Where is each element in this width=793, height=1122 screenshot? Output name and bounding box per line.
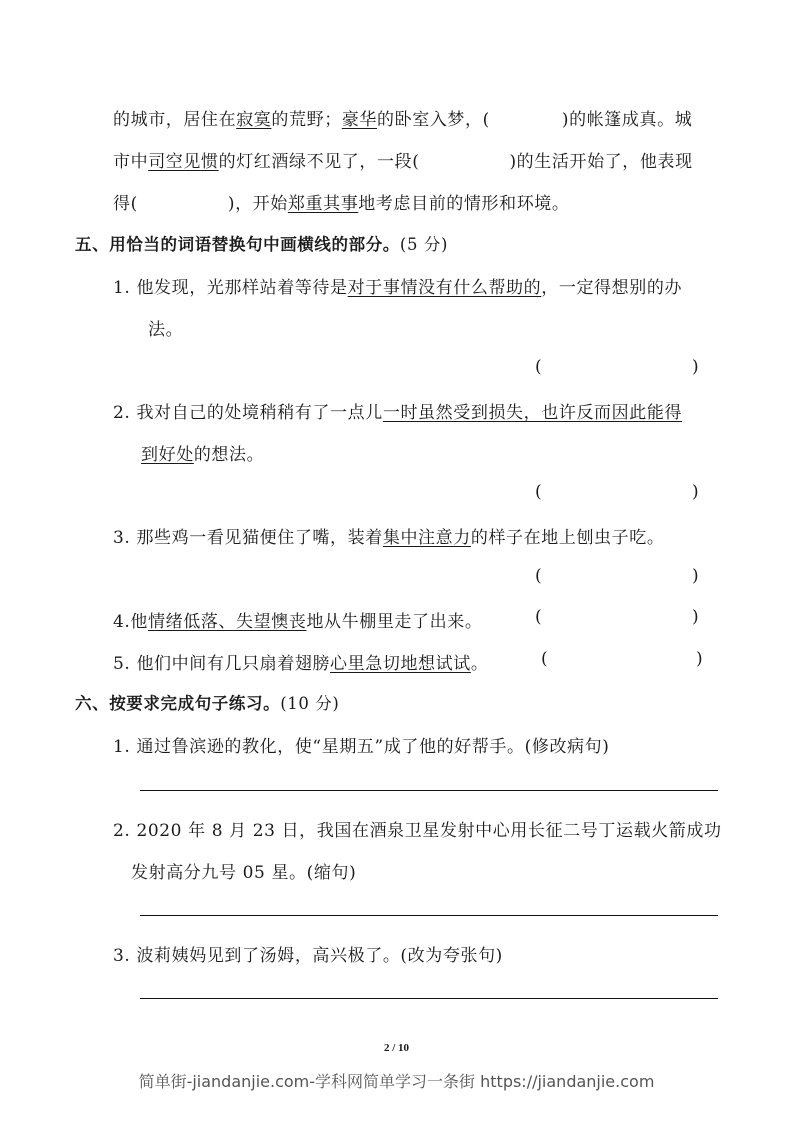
question-text: ，一定得想别的办 [541, 278, 683, 298]
passage-text: )，开始 [227, 194, 288, 214]
open-paren: ( [535, 482, 542, 502]
section-score: (5 分) [399, 235, 449, 254]
underlined-word: 豪华 [341, 110, 378, 130]
question-text: 地从牛棚里走了出来。 [306, 612, 483, 632]
question-text: 发射高分九号 05 星。(缩句) [131, 863, 357, 883]
passage-text: 的城市，居住在 [113, 110, 237, 130]
question-text: 2020 年 8 月 23 日，我国在酒泉卫星发射中心用长征二号丁运载火箭成功 [136, 821, 722, 841]
question-text: 的样子在地上刨虫子吃。 [470, 528, 665, 548]
underlined-phrase: 集中注意力 [382, 528, 471, 548]
close-paren: ) [692, 482, 699, 502]
question-5-1 [113, 273, 682, 298]
answer-line-6-2[interactable] [140, 915, 718, 916]
close-paren: ) [692, 566, 699, 586]
passage-text: )的帐篷成真。城 [561, 110, 693, 130]
answer-line-6-3[interactable] [140, 998, 718, 999]
question-5-2 [113, 398, 682, 423]
question-text: 通过鲁滨逊的教化，使“星期五”成了他的好帮手。(修改病句) [136, 737, 610, 757]
question-text: 波莉姨妈见到了汤姆，高兴极了。(改为夸张句) [136, 946, 503, 966]
answer-line-6-1[interactable] [140, 790, 718, 791]
open-paren: ( [535, 357, 542, 377]
question-text: 。 [470, 654, 489, 674]
question-text: 他们中间有几只扇着翅膀 [136, 654, 331, 674]
question-5-4 [113, 607, 482, 632]
footer-watermark: 简单街-jiandanjie.com-学科网简单学习一条街 https://jiandanjie.com [138, 1072, 655, 1091]
underlined-word: 司空见惯 [148, 152, 219, 172]
passage-line-1 [113, 105, 692, 130]
underlined-phrase: 对于事情没有什么帮助的 [347, 278, 542, 298]
question-text: 他 [130, 612, 149, 632]
passage-text: 的灯红酒绿不见了，一段( [218, 152, 420, 172]
close-paren: ) [696, 649, 703, 669]
underlined-word: 寂寞 [236, 110, 272, 130]
open-paren: ( [535, 566, 542, 586]
section-title: 六、按要求完成句子练习。 [75, 694, 281, 713]
question-number: 2. [113, 403, 131, 423]
question-6-1 [113, 732, 609, 757]
section-score: (10 分) [280, 694, 340, 713]
passage-text: )的生活开始了，他表现 [509, 152, 693, 172]
question-5-2-cont [141, 440, 264, 465]
underlined-phrase: 情绪低落、失望懊丧 [148, 612, 307, 632]
question-text: 的想法。 [193, 445, 265, 465]
underlined-phrase: 到好处 [141, 445, 194, 465]
question-text: 法。 [148, 320, 184, 340]
underlined-word: 郑重其事 [287, 194, 359, 214]
passage-text: 的荒野； [271, 110, 342, 130]
question-number: 1. [113, 737, 131, 757]
question-number: 4. [113, 612, 131, 632]
question-text: 那些鸡一看见猫便住了嘴，装着 [136, 528, 383, 548]
section-6-heading [75, 690, 339, 714]
question-number: 3. [113, 528, 131, 548]
passage-line-2 [113, 147, 693, 172]
question-6-3 [113, 941, 503, 966]
passage-text: 的卧室入梦，( [377, 110, 490, 130]
section-5-heading [75, 231, 448, 255]
question-number: 2. [113, 821, 131, 841]
underlined-phrase: 心里急切地想试试 [330, 654, 471, 674]
open-paren: ( [541, 649, 548, 669]
page-number: 2 / 10 [383, 1042, 410, 1054]
question-text: 他发现，光那样站着等待是 [136, 278, 348, 298]
question-text: 我对自己的处境稍稍有了一点儿 [136, 403, 383, 423]
open-paren: ( [535, 607, 542, 627]
passage-text: 市中 [113, 152, 149, 172]
passage-text: 地考虑目前的情形和环境。 [358, 194, 570, 214]
close-paren: ) [692, 607, 699, 627]
question-number: 3. [113, 946, 131, 966]
question-6-2 [113, 816, 722, 841]
question-number: 5. [113, 654, 131, 674]
passage-line-3 [113, 189, 570, 214]
question-5-3 [113, 523, 664, 548]
question-5-1-cont [148, 315, 183, 340]
question-6-2-cont [131, 858, 356, 883]
close-paren: ) [692, 357, 699, 377]
underlined-phrase: 一时虽然受到损失，也许反而因此能得 [382, 403, 683, 423]
question-number: 1. [113, 278, 131, 298]
question-5-5 [113, 649, 488, 674]
section-title: 五、用恰当的词语替换句中画横线的部分。 [75, 235, 400, 254]
passage-text: 得( [113, 194, 138, 214]
